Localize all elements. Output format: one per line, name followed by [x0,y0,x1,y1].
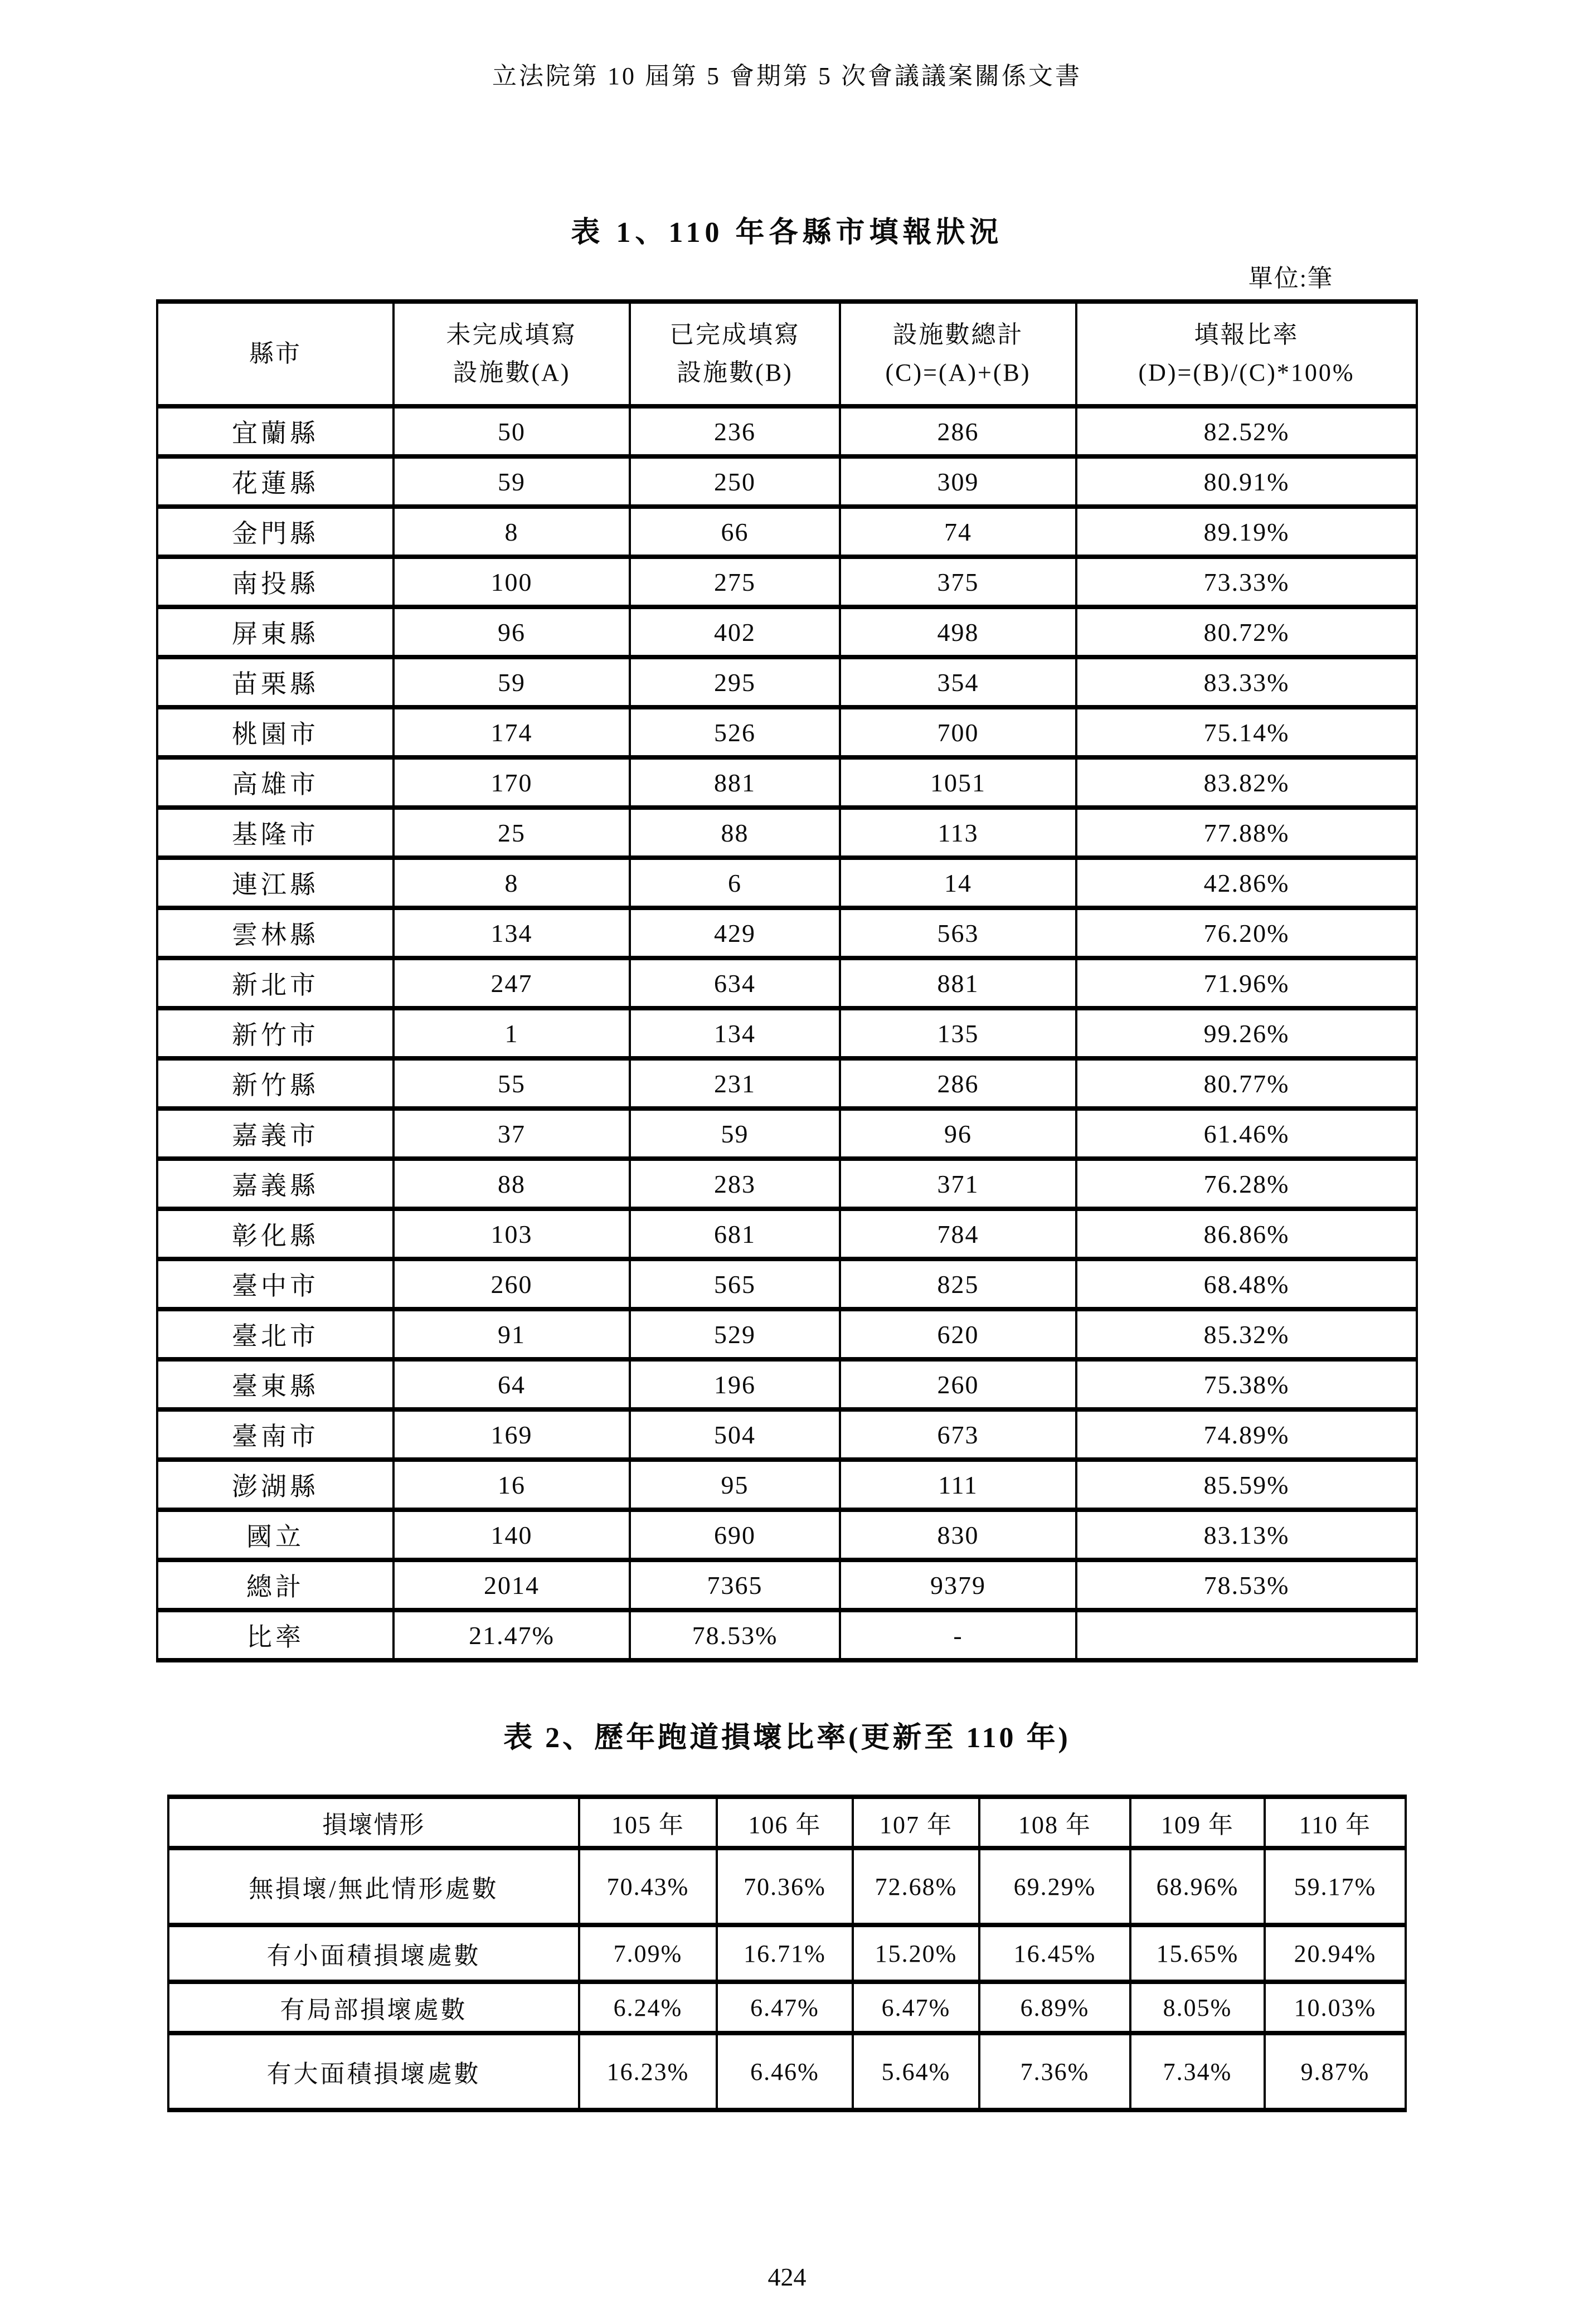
value-cell: 88 [630,808,840,858]
county-name-cell: 嘉義市 [157,1108,394,1159]
value-cell: 83.82% [1076,757,1417,808]
value-cell: 620 [840,1309,1076,1359]
value-cell: 70.43% [579,1848,717,1925]
value-cell: 75.38% [1076,1359,1417,1409]
value-cell: 15.65% [1130,1925,1265,1982]
value-cell: 498 [840,607,1076,657]
table-row [157,657,1417,707]
value-cell: 25 [394,808,630,858]
value-cell: 169 [394,1409,630,1460]
col-header-total [840,302,1076,406]
col-header-line: 填報比率 [1194,320,1299,348]
col-header-complete [630,302,840,406]
table-row [157,1209,1417,1259]
table-row [157,757,1417,808]
table-row [168,1982,1406,2033]
value-cell: 7365 [630,1560,840,1610]
table2-header [168,1797,1406,1848]
value-cell: 690 [630,1510,840,1560]
county-name-cell: 總計 [157,1560,394,1610]
value-cell: 100 [394,557,630,607]
value-cell: 7.34% [1130,2033,1265,2110]
value-cell: 529 [630,1309,840,1359]
value-cell: 16.45% [979,1925,1130,1982]
value-cell: 174 [394,707,630,757]
value-cell: 8.05% [1130,1982,1265,2033]
table1-county-report-table [156,299,1418,1662]
value-cell: 73.33% [1076,557,1417,607]
value-cell: 5.64% [853,2033,979,2110]
county-name-cell: 彰化縣 [157,1209,394,1259]
value-cell: 10.03% [1265,1982,1406,2033]
table-row [157,456,1417,507]
county-name-cell: 嘉義縣 [157,1159,394,1209]
table-row [168,1925,1406,1982]
table-row [168,1848,1406,1925]
value-cell: 7.09% [579,1925,717,1982]
value-cell: 375 [840,557,1076,607]
value-cell: 830 [840,1510,1076,1560]
value-cell: 89.19% [1076,507,1417,557]
table-row [168,2033,1406,2110]
value-cell: 6.24% [579,1982,717,2033]
table2-body [168,1848,1406,2110]
table-row [157,557,1417,607]
value-cell: 309 [840,456,1076,507]
value-cell: 275 [630,557,840,607]
value-cell: 72.68% [853,1848,979,1925]
value-cell: 286 [840,1058,1076,1108]
value-cell: 247 [394,958,630,1008]
table-row [157,1460,1417,1510]
value-cell: 9.87% [1265,2033,1406,2110]
table-row [157,1058,1417,1108]
value-cell: 2014 [394,1560,630,1610]
value-cell: 59 [630,1108,840,1159]
value-cell: 260 [394,1259,630,1309]
value-cell: 9379 [840,1560,1076,1610]
damage-type-cell: 無損壞/無此情形處數 [168,1848,579,1925]
value-cell: 283 [630,1159,840,1209]
table-row [157,1108,1417,1159]
value-cell: 250 [630,456,840,507]
value-cell: 881 [840,958,1076,1008]
value-cell: 69.29% [979,1848,1130,1925]
col-header-county [157,302,394,406]
damage-type-cell: 有大面積損壞處數 [168,2033,579,2110]
value-cell: 42.86% [1076,858,1417,908]
value-cell: 37 [394,1108,630,1159]
col-header-line: 設施數(B) [677,359,793,386]
value-cell: 634 [630,958,840,1008]
table-row [157,1259,1417,1309]
value-cell: 91 [394,1309,630,1359]
value-cell: 64 [394,1359,630,1409]
col-header-line: 縣市 [249,339,302,367]
value-cell: 75.14% [1076,707,1417,757]
value-cell: 6.46% [717,2033,853,2110]
county-name-cell: 國立 [157,1510,394,1560]
value-cell: 8 [394,507,630,557]
value-cell: 80.77% [1076,1058,1417,1108]
value-cell: 371 [840,1159,1076,1209]
county-name-cell: 雲林縣 [157,908,394,958]
table-row [157,1159,1417,1209]
value-cell: 83.33% [1076,657,1417,707]
county-name-cell: 澎湖縣 [157,1460,394,1510]
document-header: 立法院第 10 屆第 5 會期第 5 次會議議案關係文書 [492,62,1082,90]
value-cell: 111 [840,1460,1076,1510]
value-cell: 784 [840,1209,1076,1259]
value-cell: 78.53% [1076,1560,1417,1610]
table-row [157,1309,1417,1359]
value-cell: 14 [840,858,1076,908]
county-name-cell: 宜蘭縣 [157,406,394,456]
county-name-cell: 連江縣 [157,858,394,908]
value-cell: 504 [630,1409,840,1460]
col-header-year-109: 109 年 [1130,1797,1265,1848]
value-cell: 68.96% [1130,1848,1265,1925]
col-header-line: (C)=(A)+(B) [885,359,1031,386]
value-cell: 402 [630,607,840,657]
county-name-cell: 新竹市 [157,1008,394,1058]
col-header-year-105: 105 年 [579,1797,717,1848]
value-cell: 78.53% [630,1610,840,1660]
value-cell: 134 [630,1008,840,1058]
value-cell: 74 [840,507,1076,557]
value-cell: 20.94% [1265,1925,1406,1982]
value-cell: 825 [840,1259,1076,1309]
col-header-damage-type: 損壞情形 [168,1797,579,1848]
county-name-cell: 新竹縣 [157,1058,394,1108]
value-cell: 85.59% [1076,1460,1417,1510]
county-name-cell: 高雄市 [157,757,394,808]
value-cell: 68.48% [1076,1259,1417,1309]
value-cell: 82.52% [1076,406,1417,456]
county-name-cell: 桃園市 [157,707,394,757]
page-number: 424 [767,2263,807,2291]
table1-title: 表 1、110 年各縣市填報狀況 [571,217,1003,249]
table2-runway-damage-table [167,1795,1407,2112]
value-cell: 59.17% [1265,1848,1406,1925]
value-cell: 1 [394,1008,630,1058]
table-row [157,1510,1417,1560]
county-name-cell: 基隆市 [157,808,394,858]
value-cell: 260 [840,1359,1076,1409]
col-header-year-110: 110 年 [1265,1797,1406,1848]
value-cell: 88 [394,1159,630,1209]
value-cell: 134 [394,908,630,958]
col-header-year-108: 108 年 [979,1797,1130,1848]
value-cell: 700 [840,707,1076,757]
county-name-cell: 花蓮縣 [157,456,394,507]
value-cell: 70.36% [717,1848,853,1925]
value-cell: 881 [630,757,840,808]
value-cell: 681 [630,1209,840,1259]
county-name-cell: 苗栗縣 [157,657,394,707]
county-name-cell: 臺南市 [157,1409,394,1460]
table-row [157,1610,1417,1660]
value-cell: 7.36% [979,2033,1130,2110]
county-name-cell: 臺北市 [157,1309,394,1359]
table-row [157,858,1417,908]
table-row [157,707,1417,757]
col-header-year-107: 107 年 [853,1797,979,1848]
value-cell: 50 [394,406,630,456]
value-cell: 74.89% [1076,1409,1417,1460]
county-name-cell: 屏東縣 [157,607,394,657]
table-row [157,1008,1417,1058]
value-cell: 295 [630,657,840,707]
value-cell: 103 [394,1209,630,1259]
value-cell: 16 [394,1460,630,1510]
value-cell: 16.23% [579,2033,717,2110]
value-cell: 231 [630,1058,840,1108]
value-cell: 96 [840,1108,1076,1159]
value-cell: 8 [394,858,630,908]
value-cell: 71.96% [1076,958,1417,1008]
value-cell: 99.26% [1076,1008,1417,1058]
col-header-rate [1076,302,1417,406]
value-cell: 16.71% [717,1925,853,1982]
value-cell: 429 [630,908,840,958]
value-cell: 526 [630,707,840,757]
value-cell: 66 [630,507,840,557]
table-row [157,908,1417,958]
value-cell: 140 [394,1510,630,1560]
value-cell: 15.20% [853,1925,979,1982]
col-header-line: 設施數總計 [892,320,1024,348]
value-cell: 170 [394,757,630,808]
value-cell: 673 [840,1409,1076,1460]
col-header-line: (D)=(B)/(C)*100% [1138,359,1355,386]
table-row [157,958,1417,1008]
table1-body [157,406,1417,1660]
value-cell: 21.47% [394,1610,630,1660]
value-cell: 6 [630,858,840,908]
value-cell: 6.47% [717,1982,853,2033]
value-cell: 80.72% [1076,607,1417,657]
value-cell: 96 [394,607,630,657]
value-cell: - [840,1610,1076,1660]
value-cell: 76.20% [1076,908,1417,958]
table-row [157,607,1417,657]
value-cell: 1051 [840,757,1076,808]
county-name-cell: 新北市 [157,958,394,1008]
county-name-cell: 南投縣 [157,557,394,607]
value-cell: 95 [630,1460,840,1510]
value-cell: 563 [840,908,1076,958]
value-cell: 61.46% [1076,1108,1417,1159]
col-header-line: 已完成填寫 [669,320,800,348]
county-name-cell: 比率 [157,1610,394,1660]
value-cell: 135 [840,1008,1076,1058]
value-cell: 196 [630,1359,840,1409]
table2-header-row [168,1797,1406,1848]
value-cell: 6.47% [853,1982,979,2033]
value-cell: 76.28% [1076,1159,1417,1209]
value-cell: 80.91% [1076,456,1417,507]
table1-header [157,302,1417,406]
value-cell: 354 [840,657,1076,707]
value-cell: 113 [840,808,1076,858]
value-cell: 565 [630,1259,840,1309]
damage-type-cell: 有小面積損壞處數 [168,1925,579,1982]
county-name-cell: 金門縣 [157,507,394,557]
table-row [157,406,1417,456]
value-cell [1076,1610,1417,1660]
value-cell: 59 [394,657,630,707]
table-row [157,808,1417,858]
damage-type-cell: 有局部損壞處數 [168,1982,579,2033]
col-header-incomplete [394,302,630,406]
value-cell: 83.13% [1076,1510,1417,1560]
col-header-line: 設施數(A) [453,359,571,386]
value-cell: 6.89% [979,1982,1130,2033]
table-row [157,1409,1417,1460]
value-cell: 236 [630,406,840,456]
value-cell: 86.86% [1076,1209,1417,1259]
county-name-cell: 臺中市 [157,1259,394,1309]
table2-title: 表 2、歷年跑道損壞比率(更新至 110 年) [503,1722,1071,1754]
value-cell: 55 [394,1058,630,1108]
value-cell: 77.88% [1076,808,1417,858]
county-name-cell: 臺東縣 [157,1359,394,1409]
table1-header-row [157,302,1417,406]
col-header-year-106: 106 年 [717,1797,853,1848]
value-cell: 85.32% [1076,1309,1417,1359]
table-row [157,1560,1417,1610]
table-row [157,507,1417,557]
table1-unit-label: 單位:筆 [1248,265,1333,292]
value-cell: 286 [840,406,1076,456]
col-header-line: 未完成填寫 [446,320,577,348]
value-cell: 59 [394,456,630,507]
table-row [157,1359,1417,1409]
